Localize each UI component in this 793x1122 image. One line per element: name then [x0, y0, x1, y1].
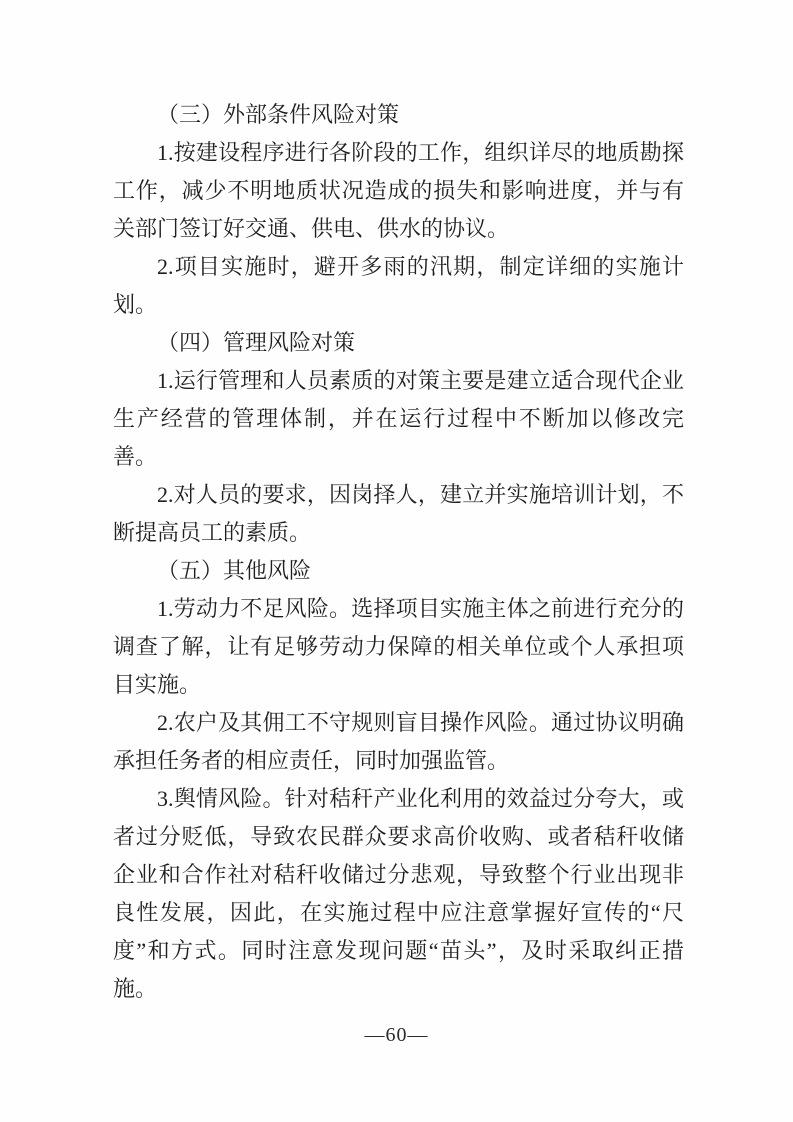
section-heading-3: （三）外部条件风险对策 [157, 102, 400, 127]
paragraph: 2.对人员的要求，因岗择人，建立并实施培训计划，不断提高员工的素质。 [113, 482, 684, 545]
page-number: —60— [364, 1024, 429, 1046]
paragraph: 2.项目实施时，避开多雨的汛期，制定详细的实施计划。 [113, 254, 684, 317]
paragraph: 2.农户及其佣工不守规则盲目操作风险。通过协议明确承担任务者的相应责任，同时加强监管。 [113, 710, 684, 773]
paragraph: 1.劳动力不足风险。选择项目实施主体之前进行充分的调查了解，让有足够劳动力保障的相关单位或个人承担项目实施。 [113, 596, 684, 697]
document-body [113, 96, 684, 1008]
paragraph: 1.运行管理和人员素质的对策主要是建立适合现代企业生产经营的管理体制，并在运行过程中不断加以修改完善。 [113, 368, 684, 469]
paragraph: 1.按建设程序进行各阶段的工作，组织详尽的地质勘探工作，减少不明地质状况造成的损失和影响进度，并与有关部门签订好交通、供电、供水的协议。 [113, 140, 684, 241]
section-heading-5: （五）其他风险 [157, 558, 312, 583]
section-heading-4: （四）管理风险对策 [157, 330, 356, 355]
paragraph: 3.舆情风险。针对秸秆产业化利用的效益过分夸大，或者过分贬低，导致农民群众要求高价收购、或者秸秆收储企业和合作社对秸秆收储过分悲观，导致整个行业出现非良性发展，因此，在实施过程中应注意掌握好宣传的“尺度”和方式。同时注意发现问题“苗头”，及时采取纠正措施。 [113, 786, 684, 1001]
